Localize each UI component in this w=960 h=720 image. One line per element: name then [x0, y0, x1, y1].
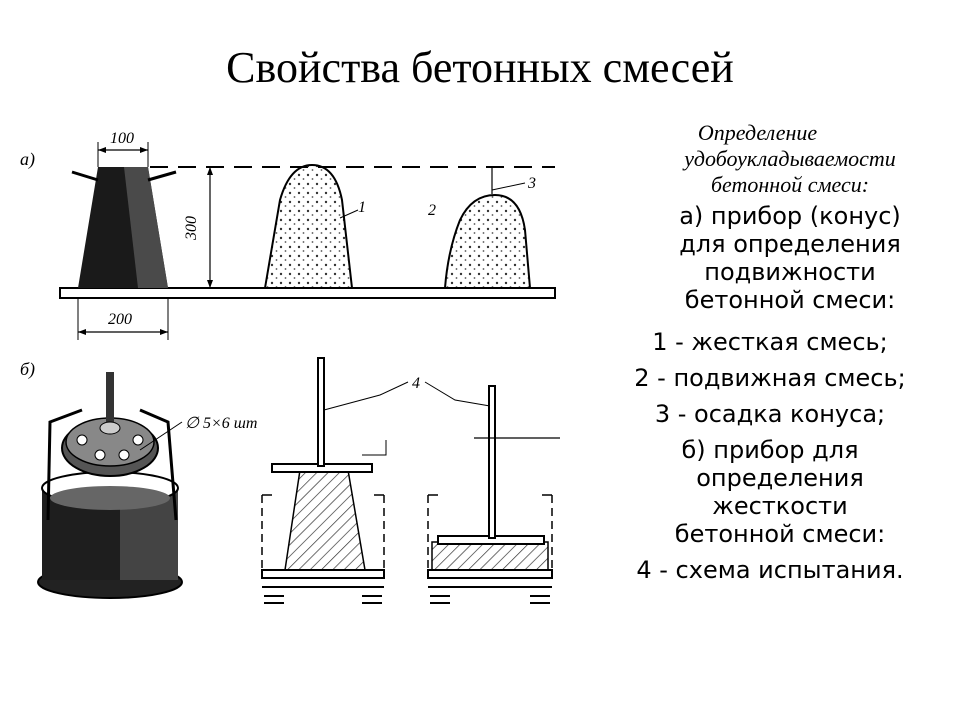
callout-1: 1 — [358, 199, 366, 216]
device-a-line-2: для определения — [679, 230, 901, 258]
test-scheme-flat — [428, 386, 560, 603]
device-a-line-3: подвижности — [704, 258, 876, 286]
test-scheme-cone — [262, 358, 384, 603]
subtitle-line-2: удобоукладываемости — [684, 146, 896, 171]
slide-title: Свойства бетонных смесей — [226, 43, 734, 92]
device-a-line-4: бетонной смеси: — [684, 286, 896, 314]
dim-height-label: 300 — [183, 216, 200, 240]
base-plate — [60, 288, 555, 298]
callout-4: 4 — [412, 375, 420, 392]
cone-handle-right — [148, 172, 176, 180]
legend-item-3: 3 - осадка конуса; — [654, 400, 886, 428]
fluid-mix-shape — [445, 195, 530, 288]
device-b-line-3: жесткости — [712, 492, 848, 520]
legend-item-2: 2 - подвижная смесь; — [634, 364, 906, 392]
dim-top-label: 100 — [110, 130, 134, 147]
device-b-line-1: б) прибор для — [681, 436, 859, 464]
stiff-mix-shape — [265, 165, 352, 288]
device-b-line-4: бетонной смеси: — [674, 520, 886, 548]
subtitle-line-3: бетонной смеси: — [710, 172, 870, 197]
dim-bottom-label: 200 — [108, 311, 132, 328]
legend-item-4: 4 - схема испытания. — [636, 556, 904, 584]
callout-3: 3 — [528, 175, 536, 192]
legend-item-1: 1 - жесткая смесь; — [652, 328, 888, 356]
description-column — [600, 120, 940, 584]
holes-label: ∅ 5×6 шт — [185, 415, 258, 432]
label-b: б) — [20, 359, 36, 379]
label-a: а) — [20, 149, 35, 169]
device-a-line-1: а) прибор (конус) — [679, 202, 901, 230]
cone-handle-left — [72, 172, 98, 180]
vibro-cylinder — [38, 372, 182, 598]
subtitle-line-1: Определение — [697, 120, 818, 145]
device-b-line-2: определения — [696, 464, 864, 492]
concrete-test-figure — [0, 110, 600, 630]
callout-2: 2 — [428, 202, 436, 219]
